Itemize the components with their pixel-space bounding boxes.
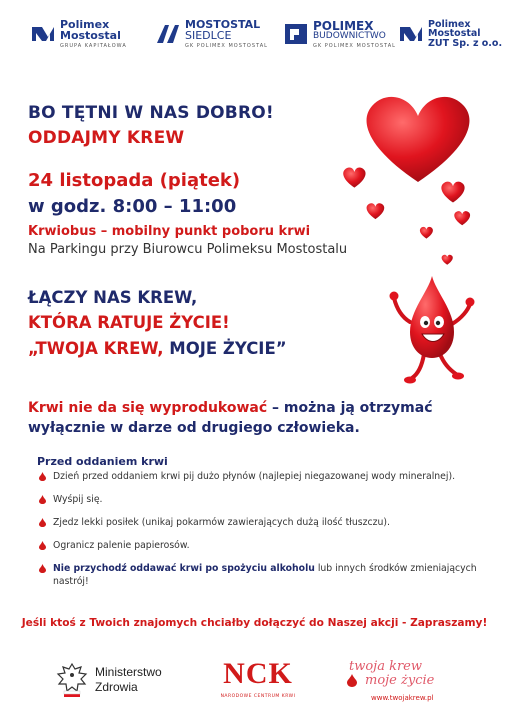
logo-polimex-zut — [398, 14, 502, 54]
preparation-title: Przed oddaniem krwi — [37, 455, 168, 468]
blood-drop-icon — [39, 564, 46, 573]
slogan-line1: ŁĄCZY NAS KREW, — [28, 288, 198, 307]
logo-tagline: GRUPA KAPITAŁOWA — [60, 43, 127, 49]
small-heart-icon — [343, 168, 365, 188]
nck-subtitle: NARODOWE CENTRUM KRWI — [220, 694, 296, 699]
logo-text: Mostostal — [428, 28, 481, 40]
message-line2: wyłącznie w darze od drugiego człowieka. — [28, 420, 360, 436]
list-item — [37, 539, 477, 552]
small-heart-icon — [454, 211, 470, 225]
eagle-emblem-icon — [55, 660, 89, 700]
list-item — [37, 493, 477, 506]
small-heart-icon — [442, 255, 453, 265]
headline-line1: BO TĘTNI W NAS DOBRO! — [28, 103, 274, 123]
invite-text: Jeśli ktoś z Twoich znajomych chciałby dołączyć do Naszej akcji - Zapraszamy! — [21, 617, 488, 629]
list-item-bold-text: Nie przychodź oddawać krwi po spożyciu alkoholu — [53, 563, 315, 574]
pb-logo-icon — [283, 21, 309, 47]
nck-logo — [218, 658, 298, 699]
event-place-title: Krwiobus – mobilny punkt poboru krwi — [28, 224, 311, 239]
blood-drop-icon — [39, 518, 46, 527]
logo-polimex-budownictwo — [283, 14, 396, 54]
logo-text: SIEDLCE — [185, 29, 232, 42]
message-red-part: Krwi nie da się wyprodukować — [28, 400, 268, 416]
list-item-text: lub innych środków zmieniających nastrój! — [53, 563, 477, 587]
hearts-illustration — [340, 88, 500, 278]
list-item — [37, 562, 477, 588]
tk-url[interactable]: www.twojakrew.pl — [371, 694, 434, 702]
small-heart-icon — [367, 203, 385, 219]
logo-polimex-mostostal — [30, 14, 127, 54]
blood-drop-icon — [39, 541, 46, 550]
event-time: w godz. 8:00 – 11:00 — [28, 196, 237, 217]
logo-tagline: GK POLIMEX MOSTOSTAL — [313, 42, 396, 49]
message-navy-part: – można ją otrzymać — [267, 400, 433, 416]
list-item — [37, 470, 477, 483]
pm-logo-icon — [30, 21, 56, 47]
zut-logo-icon — [398, 21, 424, 47]
ministry-logo — [55, 660, 162, 700]
message-line1 — [28, 399, 488, 418]
logo-text: Mostostal — [60, 29, 121, 42]
list-item — [37, 516, 477, 529]
headline-line2: ODDAJMY KREW — [28, 128, 185, 148]
slogan-line3 — [28, 339, 287, 358]
slogan-line3-red: „TWOJA KREW, — [28, 339, 164, 358]
blood-drop-icon — [347, 674, 357, 687]
logo-text: Polimex — [428, 18, 471, 30]
preparation-list — [37, 470, 477, 598]
list-item-text: Wyśpij się. — [53, 494, 103, 505]
large-heart-icon — [367, 97, 470, 182]
slogan-line3-navy: MOJE ŻYCIE” — [163, 339, 287, 358]
logo-tagline: GK POLIMEX MOSTOSTAL — [185, 43, 268, 49]
twoja-krew-logo — [335, 660, 485, 702]
small-heart-icon — [420, 227, 433, 239]
logo-text: BUDOWNICTWO — [313, 30, 386, 41]
logo-text: ZUT Sp. z o.o. — [428, 37, 503, 49]
blood-drop-mascot-icon — [388, 270, 478, 390]
list-item-text: Zjedz lekki posiłek (unikaj pokarmów zawierających dużą ilość tłuszczu). — [53, 517, 390, 528]
blood-drop-icon — [39, 472, 46, 481]
event-date: 24 listopada (piątek) — [28, 170, 241, 191]
list-item-text: Ogranicz palenie papierosów. — [53, 540, 190, 551]
blood-drop-icon — [39, 495, 46, 504]
ministry-name-line2: Zdrowia — [95, 680, 138, 694]
nck-mark: NCK — [223, 657, 293, 690]
logo-text: POLIMEX — [313, 18, 374, 33]
ms-logo-icon — [155, 21, 181, 47]
tk-line1: twoja krew — [349, 659, 423, 674]
tk-line2: moje życie — [365, 673, 435, 688]
event-place: Na Parkingu przy Biurowcu Polimeksu Mostostalu — [28, 242, 348, 257]
slogan-line2: KTÓRA RATUJE ŻYCIE! — [28, 313, 230, 332]
ministry-name-line1: Ministerstwo — [95, 665, 162, 679]
small-heart-icon — [441, 182, 464, 203]
list-item-text: Dzień przed oddaniem krwi pij dużo płynów (najlepiej niegazowanej wody mineralnej). — [53, 471, 456, 482]
logo-text: MOSTOSTAL — [185, 18, 261, 31]
logo-text: Polimex — [60, 18, 110, 31]
logo-mostostal-siedlce — [155, 14, 268, 54]
